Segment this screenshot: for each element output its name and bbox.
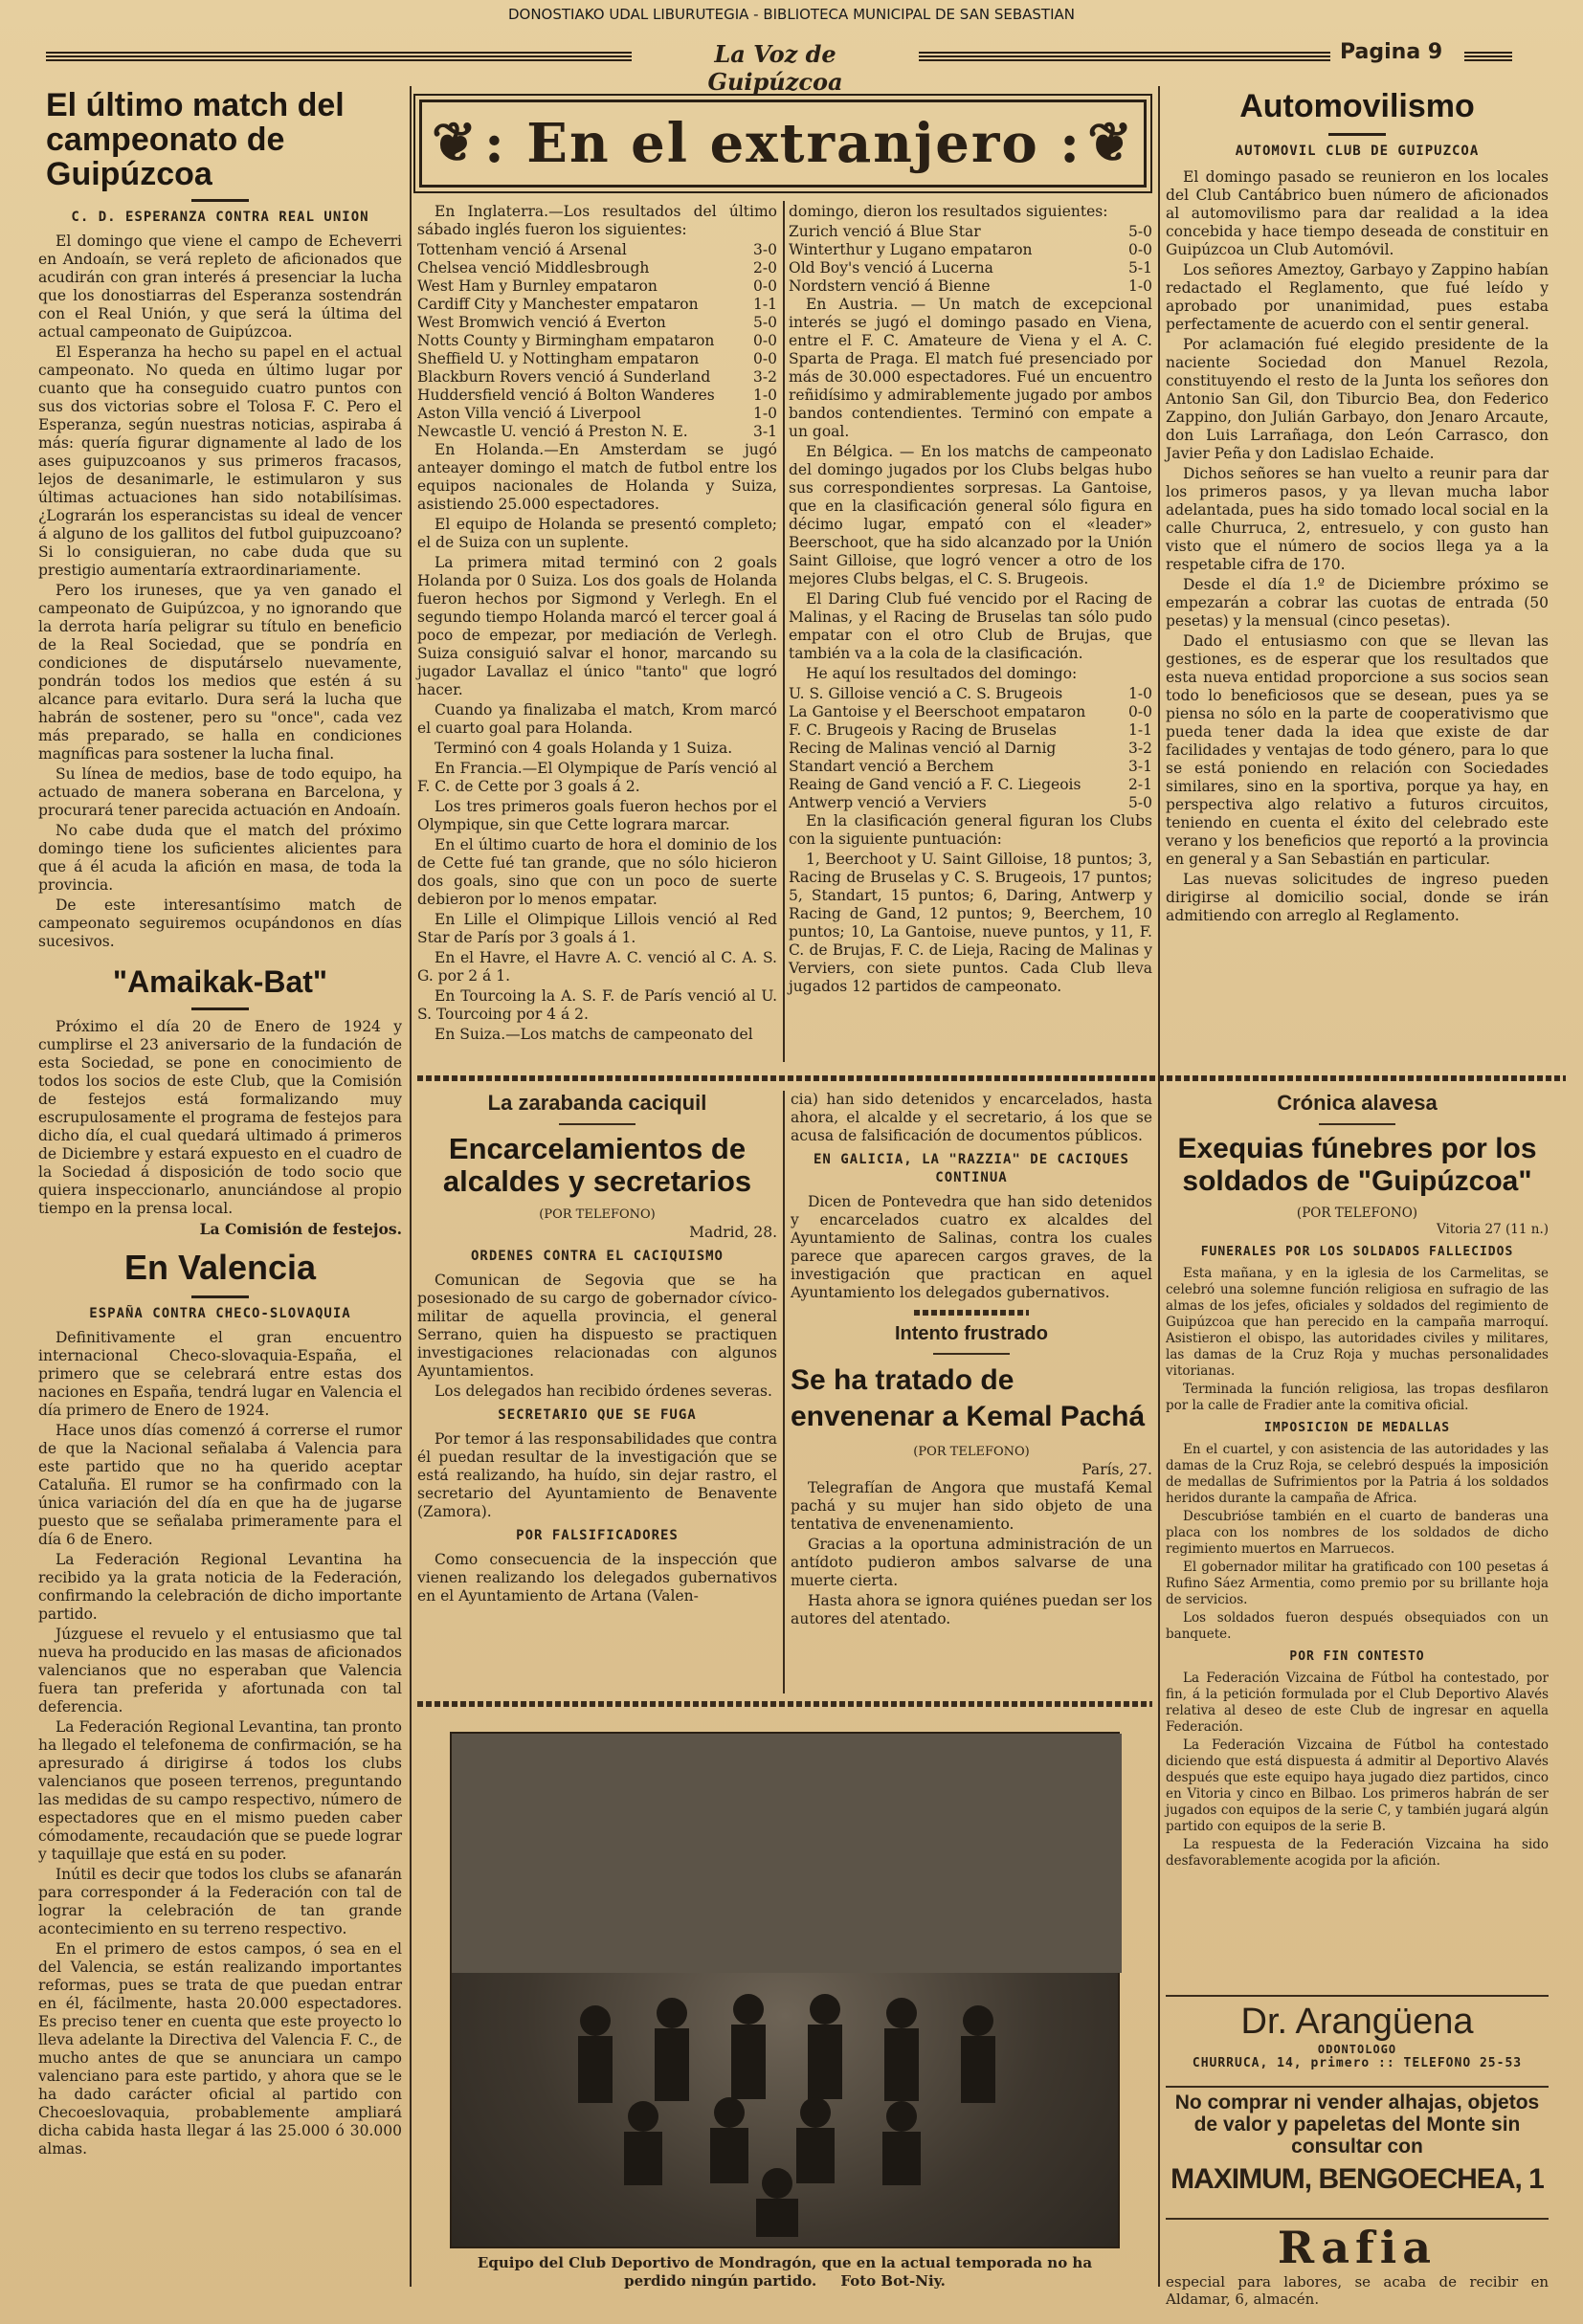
paragraph: Las nuevas solicitudes de ingreso pueden dirigirse al domicilio social, donde se irán admitiendo con arreglo al Reglamento. — [1166, 871, 1549, 924]
subheading: SECRETARIO QUE SE FUGA — [498, 1407, 697, 1423]
divider — [933, 1353, 1010, 1355]
divider — [191, 1295, 249, 1298]
dateline: Madrid, 28. — [689, 1224, 777, 1241]
paragraph: En el Havre, el Havre A. C. venció al C. A. S. G. por 2 á 1. — [417, 949, 777, 985]
ad-dr-aranguena — [1166, 2002, 1549, 2084]
results-table — [417, 241, 777, 441]
paragraph: La primera mitad terminó con 2 goals Holanda por 0 Suiza. Los dos goals de Holanda fueron hechos por Sigmond y Verlegh. En el segundo tiempo Holanda marcó el tercer goal á poco de empezar, por mediación de Verlegh. Suiza consiguió salvar el honor, marcando su jugador Lavallaz el único "tanto" que logró hacer. — [417, 554, 777, 698]
article-body — [789, 812, 1152, 996]
paragraph: El domingo pasado se reunieron en los locales del Club Cantábrico buen número de aficionados al automovilismo para dar realidad a la idea concebida y hace tiempo deseada de constituir en Guipúzcoa un Club Automóvil. — [1166, 168, 1549, 258]
team-photo — [450, 1732, 1120, 2248]
article-body — [417, 441, 777, 1044]
library-header: DONOSTIAKO UDAL LIBURUTEGIA - BIBLIOTECA MUNICIPAL DE SAN SEBASTIAN — [507, 6, 1075, 23]
article-body — [1166, 1206, 1549, 1870]
result-row: Tottenham venció á Arsenal 3-0 — [417, 241, 777, 258]
kicker: Crónica alavesa — [1277, 1091, 1438, 1115]
signature: La Comisión de festejos. — [199, 1220, 402, 1238]
column-4 — [1166, 88, 1549, 1073]
result-row: La Gantoise y el Beerschoot empataron 0-0 — [789, 703, 1152, 720]
ornament-icon: ❦ — [432, 111, 479, 174]
article-kemal — [791, 1091, 1152, 1693]
paragraph: El Daring Club fué vencido por el Racing de Malinas, y el Racing de Bruselas tan sólo pudo empatar con el otro Club de Brujas, que también va a la cola de la clasificación. — [789, 590, 1152, 662]
column-rule-2 — [783, 201, 785, 1062]
paragraph: En la clasificación general figuran los Clubs con la siguiente puntuación: — [789, 812, 1152, 848]
headline-automovilismo: Automovilismo — [1239, 88, 1475, 124]
article-body — [417, 203, 777, 239]
byline: (POR TELEFONO) — [913, 1445, 1030, 1459]
result-row: Aston Villa venció á Liverpool 1-0 — [417, 405, 777, 422]
column-rule-4 — [1158, 86, 1160, 2287]
paragraph: La Federación Vizcaina de Fútbol ha contestado diciendo que está dispuesta á admitir al Deportivo Alavés después que este equipo haya jugado diez partidos, cinco en Vitoria y cinco en Bilbao. Los primeros habrán de ser jugados con equipos de la serie C, y también jugará algún partido con equipos de la serie B. — [1166, 1737, 1549, 1834]
paragraph: Los señores Ameztoy, Garbayo y Zappino habían redactado el Reglamento, que fué leído y aprobado por unanimidad, pues estaba perfectamente de acuerdo con el sentir general. — [1166, 261, 1549, 333]
paragraph: En Inglaterra.—Los resultados del último sábado inglés fueron los siguientes: — [417, 203, 777, 238]
photo-credit: Foto Bot-Niy. — [840, 2272, 946, 2290]
paragraph: Júzguese el revuelo y el entusiasmo que tal nueva ha producido en las masas de aficionados valencianos que no esperaban que Valencia fuera tan preferida y afortunada con tal deferencia. — [38, 1626, 402, 1715]
result-row: Antwerp venció a Verviers 5-0 — [789, 794, 1152, 811]
ad-text: especial para labores, se acaba de recibir en Aldamar, 6, almacén. — [1166, 2273, 1549, 2308]
result-row: Old Boy's venció á Lucerna 5-1 — [789, 259, 1152, 277]
result-row: Huddersfield venció á Bolton Wanderes 1-0 — [417, 387, 777, 404]
headline-ultimo-match: El último match del campeonato de Guipúzcoa — [46, 87, 345, 192]
paragraph: Los delegados han recibido órdenes severas. — [435, 1383, 772, 1400]
paragraph: Los tres primeros goals fueron hechos por el Olympique, sin que Cette lograra marcar. — [417, 798, 777, 833]
paragraph: En Suiza.—Los matchs de campeonato del — [435, 1026, 753, 1043]
paragraph: Cuando ya finalizaba el match, Krom marcó el cuarto goal para Holanda. — [417, 701, 777, 737]
paragraph: Hasta ahora se ignora quiénes puedan ser los autores del atentado. — [791, 1592, 1152, 1627]
paragraph: La Federación Regional Levantina ha recibido ya la grata noticia de la Federación, confirmando la celebración de dicho importante partido. — [38, 1551, 402, 1623]
masthead-rule-end — [1464, 52, 1512, 61]
ad-rafia — [1166, 2222, 1549, 2317]
paragraph: Dicen de Pontevedra que han sido detenidos y encarcelados cuatro ex alcaldes del Ayuntamiento de Salinas, contra los cuales parece que aparecen cargos graves, de la investigación que practican en aquel Ayuntamiento los delegados gubernativos. — [791, 1193, 1152, 1301]
article-zarabanda — [417, 1091, 777, 1693]
ad-name: Rafia — [1277, 2222, 1438, 2273]
paragraph: En el último cuarto de hora el dominio de los de Cette fué tan grande, que no sólo hicieron dos goals, sino que con un poco de suerte debieron por lo menos empatar. — [417, 836, 777, 908]
subheading: FUNERALES POR LOS SOLDADOS FALLECIDOS — [1200, 1245, 1514, 1259]
paragraph: El domingo que viene el campo de Echeverri en Andoaín, se verá repleto de aficionados que acudirán con gran interés á presenciar la lucha que los donostiarras del Esperanza sostendrán con el Real Unión, y que será la última del actual campeonato de Guipúzcoa. — [38, 232, 402, 341]
column-rule-3 — [783, 1091, 785, 1693]
paragraph: En Francia.—El Olympique de París venció al F. C. de Cette por 3 goals á 2. — [417, 760, 777, 795]
paragraph: El gobernador militar ha gratificado con 100 pesetas á Rufino Sáez Armentia, como premio por su brillante hoja de servicios. — [1166, 1560, 1549, 1607]
paragraph: Dado el entusiasmo con que se llevan las gestiones, es de esperar que los resultados que esta nueva entidad proporcione a sus socios sean todo lo beneficiosos que se desean, pues ya se piensa no sólo en la parte de cooperativismo que pueda tener dada la idea que existe de dar facilidades y ventajas de todo género, para lo que se está poniendo en relación con Sociedades similares, sino en la sportiva, porque ya hay, en perspectiva algo relativo a futuros circuitos, teniendo en cuenta el éxito del celebrado este verano y los beneficios que reportó a la provincia en general y a San Sebastián en particular. — [1166, 632, 1549, 868]
paragraph: Por aclamación fué elegido presidente de la naciente Sociedad don Manuel Rezola, constituyendo el resto de la Junta los señores don Antonio San Gil, don Tiburcio Bea, don Federico Zappino, don Julián Garbayo, don Jenaro Arcaute, don Luis Larrañaga, don León Carrasco, don Javier Peña y don Ladislao Echaide. — [1166, 336, 1549, 462]
page-number: Pagina 9 — [1340, 40, 1443, 64]
ad-maximum — [1166, 2092, 1549, 2216]
paragraph: En Austria. — Un match de excepcional interés se jugó el domingo pasado en Viena, entre el F. C. Amateure de Viena y el A. C. Sparta de Praga. El match fué presenciado por más de 30.000 espectadores. Fué un encuentro reñidísimo y admirablemente jugado por ambos bandos contendientes. Terminó con empate a un goal. — [789, 296, 1152, 440]
article-body — [1166, 168, 1549, 925]
paragraph: Hace unos días comenzó á correrse el rumor de que la Nacional señalaba á Valencia para este partido que no ha querido aceptar Cataluña. El rumor se ha confirmado con la única variación del día en que ha de jugarse puesto que se señalaba primeramente para el día 6 de Enero. — [38, 1422, 402, 1548]
divider — [559, 1123, 635, 1125]
paragraph: El equipo de Holanda se presentó completo; el de Suiza con un suplente. — [417, 516, 777, 551]
result-row: Zurich venció á Blue Star 5-0 — [789, 223, 1152, 240]
ad-divider — [1166, 1995, 1549, 1997]
paragraph: Comunican de Segovia que se ha posesionado de su cargo de gobernador cívico-militar de aquella provincia, el general Serrano, quien ha dispuesto se practiquen investigaciones relacionadas con algunos Ayuntamientos. — [417, 1272, 777, 1380]
photo-caption — [450, 2254, 1120, 2302]
divider — [191, 1007, 249, 1010]
result-row: Chelsea venció Middlesbrough 2-0 — [417, 259, 777, 277]
divider — [1319, 1123, 1395, 1125]
result-row: West Bromwich venció á Everton 5-0 — [417, 314, 777, 331]
team-photo-illustration — [452, 1734, 1122, 2250]
banner-title: : En el extranjero : — [484, 112, 1081, 175]
paragraph: Telegrafían de Angora que mustafá Kemal pachá y su mujer han sido objeto de una tentativa de envenenamiento. — [791, 1479, 1152, 1533]
paragraph: He aquí los resultados del domingo: — [806, 665, 1078, 682]
article-body — [38, 1329, 402, 2158]
subheading: EN GALICIA, LA "RAZZIA" DE CACIQUES CONTINUA — [813, 1152, 1129, 1185]
paragraph: Desde el día 1.º de Diciembre próximo se empezarán a cobrar las cuotas de entrada (50 pesetas) y la mensual (cinco pesetas). — [1166, 576, 1549, 630]
article-cronica-alavesa — [1166, 1091, 1549, 1995]
result-row: Newcastle U. venció á Preston N. E. 3-1 — [417, 423, 777, 440]
paragraph: cia) han sido detenidos y encarcelados, hasta ahora, el alcalde y el secretario, á los que se acusa de falsificación de documentos públicos. — [791, 1091, 1152, 1144]
paragraph: En el cuartel, y con asistencia de las autoridades y las damas de la Cruz Roja, se celebró después la imposición de medallas de Sufrimientos por la Patria á los soldados heridos durante la campaña de Africa. — [1166, 1442, 1549, 1506]
subheading: IMPOSICION DE MEDALLAS — [1263, 1421, 1451, 1435]
paragraph: Terminó con 4 goals Holanda y 1 Suiza. — [435, 740, 733, 757]
paragraph: En Holanda.—En Amsterdam se jugó anteayer domingo el match de futbol entre los equipos nacionales de Holanda y Suiza, asistiendo 25.000 espectadores. — [417, 441, 777, 513]
article-body — [789, 203, 1152, 221]
masthead-rule-right — [919, 52, 1330, 61]
ad-name: MAXIMUM, BENGOECHEA, 1 — [1171, 2163, 1544, 2195]
article-body — [791, 1091, 1152, 1302]
results-table — [789, 223, 1152, 296]
byline: (POR TELEFONO) — [1296, 1206, 1418, 1221]
column-3 — [789, 203, 1152, 1069]
paragraph: Pero los iruneses, que ya ven ganado el campeonato de Guipúzcoa, y no ignorando que la derrota haría peligrar su título en beneficio de la Real Sociedad, que se pondría en condiciones de disputárselo nuevamente, pondrán todos los medios que estén á su alcance para evitarlo. Dura será la lucha que habrán de sostener, pero su "once", cada vez más preparado, se halla en condiciones magníficas para sostener la lucha final. — [38, 582, 402, 763]
column-2 — [417, 203, 777, 1069]
paragraph: Inútil es decir que todos los clubs se afanarán para corresponder á la Federación con tal de lograr la celebración de tan grande acontecimiento en su terreno respectivo. — [38, 1866, 402, 1937]
paragraph: Como consecuencia de la inspección que vienen realizando los delegados gubernativos en el Ayuntamiento de Artana (Valen- — [417, 1551, 777, 1605]
result-row: Notts County y Birmingham empataron 0-0 — [417, 332, 777, 349]
result-row: Cardiff City y Manchester empataron 1-1 — [417, 296, 777, 313]
ad-name: Dr. Arangüena — [1240, 2002, 1474, 2042]
result-row: Blackburn Rovers venció á Sunderland 3-2 — [417, 368, 777, 386]
paragraph: La Federación Vizcaina de Fútbol ha contestado, por fin, á la petición formulada por el Club Deportivo Alavés relativa al deseo de este Club de ingresar en aquella Federación. — [1166, 1671, 1549, 1735]
paragraph: Definitivamente el gran encuentro internacional Checo-slovaquia-España, el primero que se celebrará entre estas dos naciones en España, tendrá lugar en Valencia el día primero de Enero de 1924. — [38, 1329, 402, 1419]
subheading: POR FIN CONTESTO — [1289, 1649, 1425, 1664]
subheading: ESPAÑA CONTRA CHECO-SLOVAQUIA — [89, 1306, 351, 1321]
ad-address: CHURRUCA, 14, primero :: TELEFONO 25-53 — [1192, 2056, 1523, 2070]
result-row: U. S. Gilloise venció a C. S. Brugeois 1-0 — [789, 685, 1152, 702]
divider — [191, 199, 249, 202]
paragraph: Su línea de medios, base de todo equipo, ha actuado de manera soberana en Barcelona, y procurará tener parecida actuación en Andoaín. — [38, 765, 402, 819]
ad-text: No comprar ni vender alhajas, objetos de valor y papeletas del Monte sin consultar con — [1174, 2092, 1540, 2158]
column-rule-1 — [410, 86, 412, 2287]
headline-en-valencia: En Valencia — [123, 1248, 317, 1287]
result-row: Sheffield U. y Nottingham empataron 0-0 — [417, 350, 777, 367]
result-row: West Ham y Burnley empataron 0-0 — [417, 277, 777, 295]
dateline: Vitoria 27 (11 n.) — [1437, 1222, 1549, 1237]
article-body — [789, 296, 1152, 683]
paragraph: 1, Beerchoot y U. Saint Gilloise, 18 puntos; 3, Racing de Bruselas y C. S. Brugeois, 17 puntos; 5, Standart, 15 puntos; 6, Daring, Antwerp y Racing de Gand, 12 puntos; 9, Beerchem, 10 puntos; 10, La Gantoise, nueve puntos, y 11, F. C. de Brujas, F. C. de Lieja, Racing de Malinas y Verviers, con siete puntos. Cada Club lleva jugados 12 partidos de campeonato. — [789, 851, 1152, 995]
banner-en-el-extranjero — [419, 100, 1147, 188]
paragraph: De este interesantísimo match de campeonato seguiremos ocupándonos en días sucesivos. — [38, 896, 402, 950]
paragraph: Dichos señores se han vuelto a reunir para dar los primeros pasos, y ya llevan mucha labor adelantada, pues ha sido tomado local social en la calle Churruca, 2, entresuelo, y con gusto han visto que el número de socios llega ya a la respetable cifra de 170. — [1166, 465, 1549, 573]
paragraph: En el primero de estos campos, ó sea en el del Valencia, se están realizando importantes reformas, pues se trata de que puedan entrar en él, fácilmente, hasta 20.000 espectadores. Es preciso tener en cuenta que este proyecto lo lleva adelante la Directiva del Valencia F. C., de mucho antes de que se anunciara un campo valenciano para este partido, y ahora que se le ha dado carácter oficial al partido con Checoeslovaquia, probablemente ampliará dicha cabida hasta llegar á las 25.000 ó 30.000 almas. — [38, 1940, 402, 2158]
masthead: La Voz de Guipúzcoa — [707, 40, 843, 96]
dateline: París, 27. — [1081, 1461, 1152, 1478]
ad-divider — [1166, 2086, 1549, 2088]
paragraph: Descubrióse también en el cuarto de banderas una placa con los nombres de los soldados de dicho regimiento muertos en Marruecos. — [1166, 1509, 1549, 1557]
result-row: Recing de Malinas venció al Darnig 3-2 — [789, 740, 1152, 757]
result-row: Reaing de Gand venció a F. C. Liegeois 2-1 — [789, 776, 1152, 793]
paragraph: Por temor á las responsabilidades que contra él puedan resultar de la investigación que se está realizando, ha huído, sin dejar rastro, el secretario del Ayuntamiento de Benavente (Zamora). — [417, 1430, 777, 1520]
headline-kemal: Se ha tratado de envenenar a Kemal Pachá — [791, 1364, 1146, 1432]
result-row: Winterthur y Lugano empataron 0-0 — [789, 241, 1152, 258]
subheading: C. D. ESPERANZA CONTRA REAL UNION — [71, 210, 369, 225]
divider — [914, 1310, 1029, 1316]
paragraph: Los soldados fueron después obsequiados con un banquete. — [1166, 1610, 1549, 1642]
paragraph: En Bélgica. — En los matchs de campeonato del domingo jugados por los Clubs belgas hubo sus correspondientes sorpresas. La Gantoise, que en la clasificación general sólo figura en décimo lugar, empató con el «leader» Beerschoot, que ha sido alcanzado por la Unión Saint Gilloise, que logró vencer a otro de los mejores Clubs belgas, el C. S. Brugeois. — [789, 443, 1152, 587]
subheading: POR FALSIFICADORES — [516, 1528, 679, 1543]
masthead-rule-left — [46, 52, 632, 61]
section-divider — [417, 1075, 1566, 1081]
paragraph: En Tourcoing la A. S. F. de París venció al U. S. Tourcoing por 4 á 2. — [417, 987, 777, 1023]
paragraph: Gracias a la oportuna administración de un antídoto pudieron ambos salvarse de una muerte cierta. — [791, 1536, 1152, 1589]
paragraph: El Esperanza ha hecho su papel en el actual campeonato. No queda en último lugar por cuanto que ha conseguido cuatro puntos con sus dos victorias sobre el Tolosa F. C. Pero el Esperanza, según nuestras noticias, aspiraba á más: quería figurar dignamente al lado de los ases guipuzcoanos y sus primeros fracasos, lejos de desanimarle, le estimularon y sus últimas actuaciones han sido notabilísimas. ¿Lograrán los esperancistas su ideal de vencer á alguno de los gallitos del futbol guipuzcoano? Si lo consiguieran, no cabe duda que su prestigio aumentaría extraordinariamente. — [38, 343, 402, 579]
results-table — [789, 685, 1152, 812]
column-1 — [38, 88, 402, 2298]
article-body — [791, 1443, 1152, 1628]
paragraph: domingo, dieron los resultados siguientes: — [789, 203, 1108, 220]
article-body — [417, 1206, 777, 1605]
article-body — [38, 232, 402, 951]
headline-amaikak-bat: "Amaikak-Bat" — [112, 964, 328, 999]
paragraph: Esta mañana, y en la iglesia de los Carmelitas, se celebró una solemne función religiosa en sufragio de las almas de los jefes, oficiales y soldados del regimiento de Guipúzcoa que han perecido en la campaña marroquí. Asistieron el obispo, las autoridades civiles y militares, las damas de la Cruz Roja y muchas personalidades vitorianas. — [1166, 1266, 1549, 1379]
paragraph: La Federación Regional Levantina, tan pronto ha llegado el telefonema de confirmación, se ha apresurado á dirigirse á todos los clubs valencianos que poseen terrenos, preguntando las medidas de su campo respectivo, número de espectadores que en el mismo pueden caber cómodamente, recaudación que se puede lograr y taquillaje que está en su poder. — [38, 1718, 402, 1863]
result-row: Standart venció a Berchem 3-1 — [789, 758, 1152, 775]
subheading: ORDENES CONTRA EL CACIQUISMO — [470, 1249, 724, 1264]
photo-divider — [417, 1701, 1152, 1707]
kicker: Intento frustrado — [895, 1323, 1048, 1344]
divider — [1328, 133, 1386, 136]
result-row: F. C. Brugeois y Racing de Bruselas 1-1 — [789, 721, 1152, 739]
ornament-icon: ❦ — [1087, 111, 1134, 174]
kicker: La zarabanda caciquil — [487, 1091, 707, 1115]
headline-encarcelamientos: Encarcelamientos de alcaldes y secretarios — [442, 1132, 752, 1198]
ad-role: ODONTOLOGO — [1317, 2043, 1397, 2056]
paragraph: No cabe duda que el match del próximo domingo tiene los suficientes alicientes para que á él acuda la afición en masa, de toda la provincia. — [38, 822, 402, 894]
result-row: Nordstern venció á Bienne 1-0 — [789, 277, 1152, 295]
ad-divider — [1166, 2218, 1549, 2220]
paragraph: La respuesta de la Federación Vizcaina ha sido desfavorablemente acogida por la afición. — [1166, 1837, 1549, 1869]
byline: (POR TELEFONO) — [539, 1207, 656, 1222]
paragraph: Próximo el día 20 de Enero de 1924 y cumplirse el 23 aniversario de la fundación de esta Sociedad, se pone en conocimiento de todos los socios de este Club, que la Comisión de festejos está formalizando muy escrupulosamente el programa de festejos para dicho día, el cual quedará ultimado á primeros de Diciembre y estará expuesto en el cuadro de la Sociedad á disposición de todo socio que quiera inspeccionarlo, anunciándose al propio tiempo en la prensa local. — [38, 1018, 402, 1217]
paragraph: En Lille el Olimpique Lillois venció al Red Star de París por 3 goals á 1. — [417, 911, 777, 946]
paragraph: Terminada la función religiosa, las tropas desfilaron por la calle de Fradier ante la comitiva oficial. — [1166, 1382, 1549, 1413]
caption-text: Equipo del Club Deportivo de Mondragón, que en la actual temporada no ha perdido ningún partido. — [477, 2254, 1093, 2290]
article-body — [38, 1018, 402, 1238]
headline-exequias: Exequias fúnebres por los soldados de "Guipúzcoa" — [1177, 1133, 1537, 1197]
subheading: AUTOMOVIL CLUB DE GUIPUZCOA — [1235, 144, 1480, 159]
